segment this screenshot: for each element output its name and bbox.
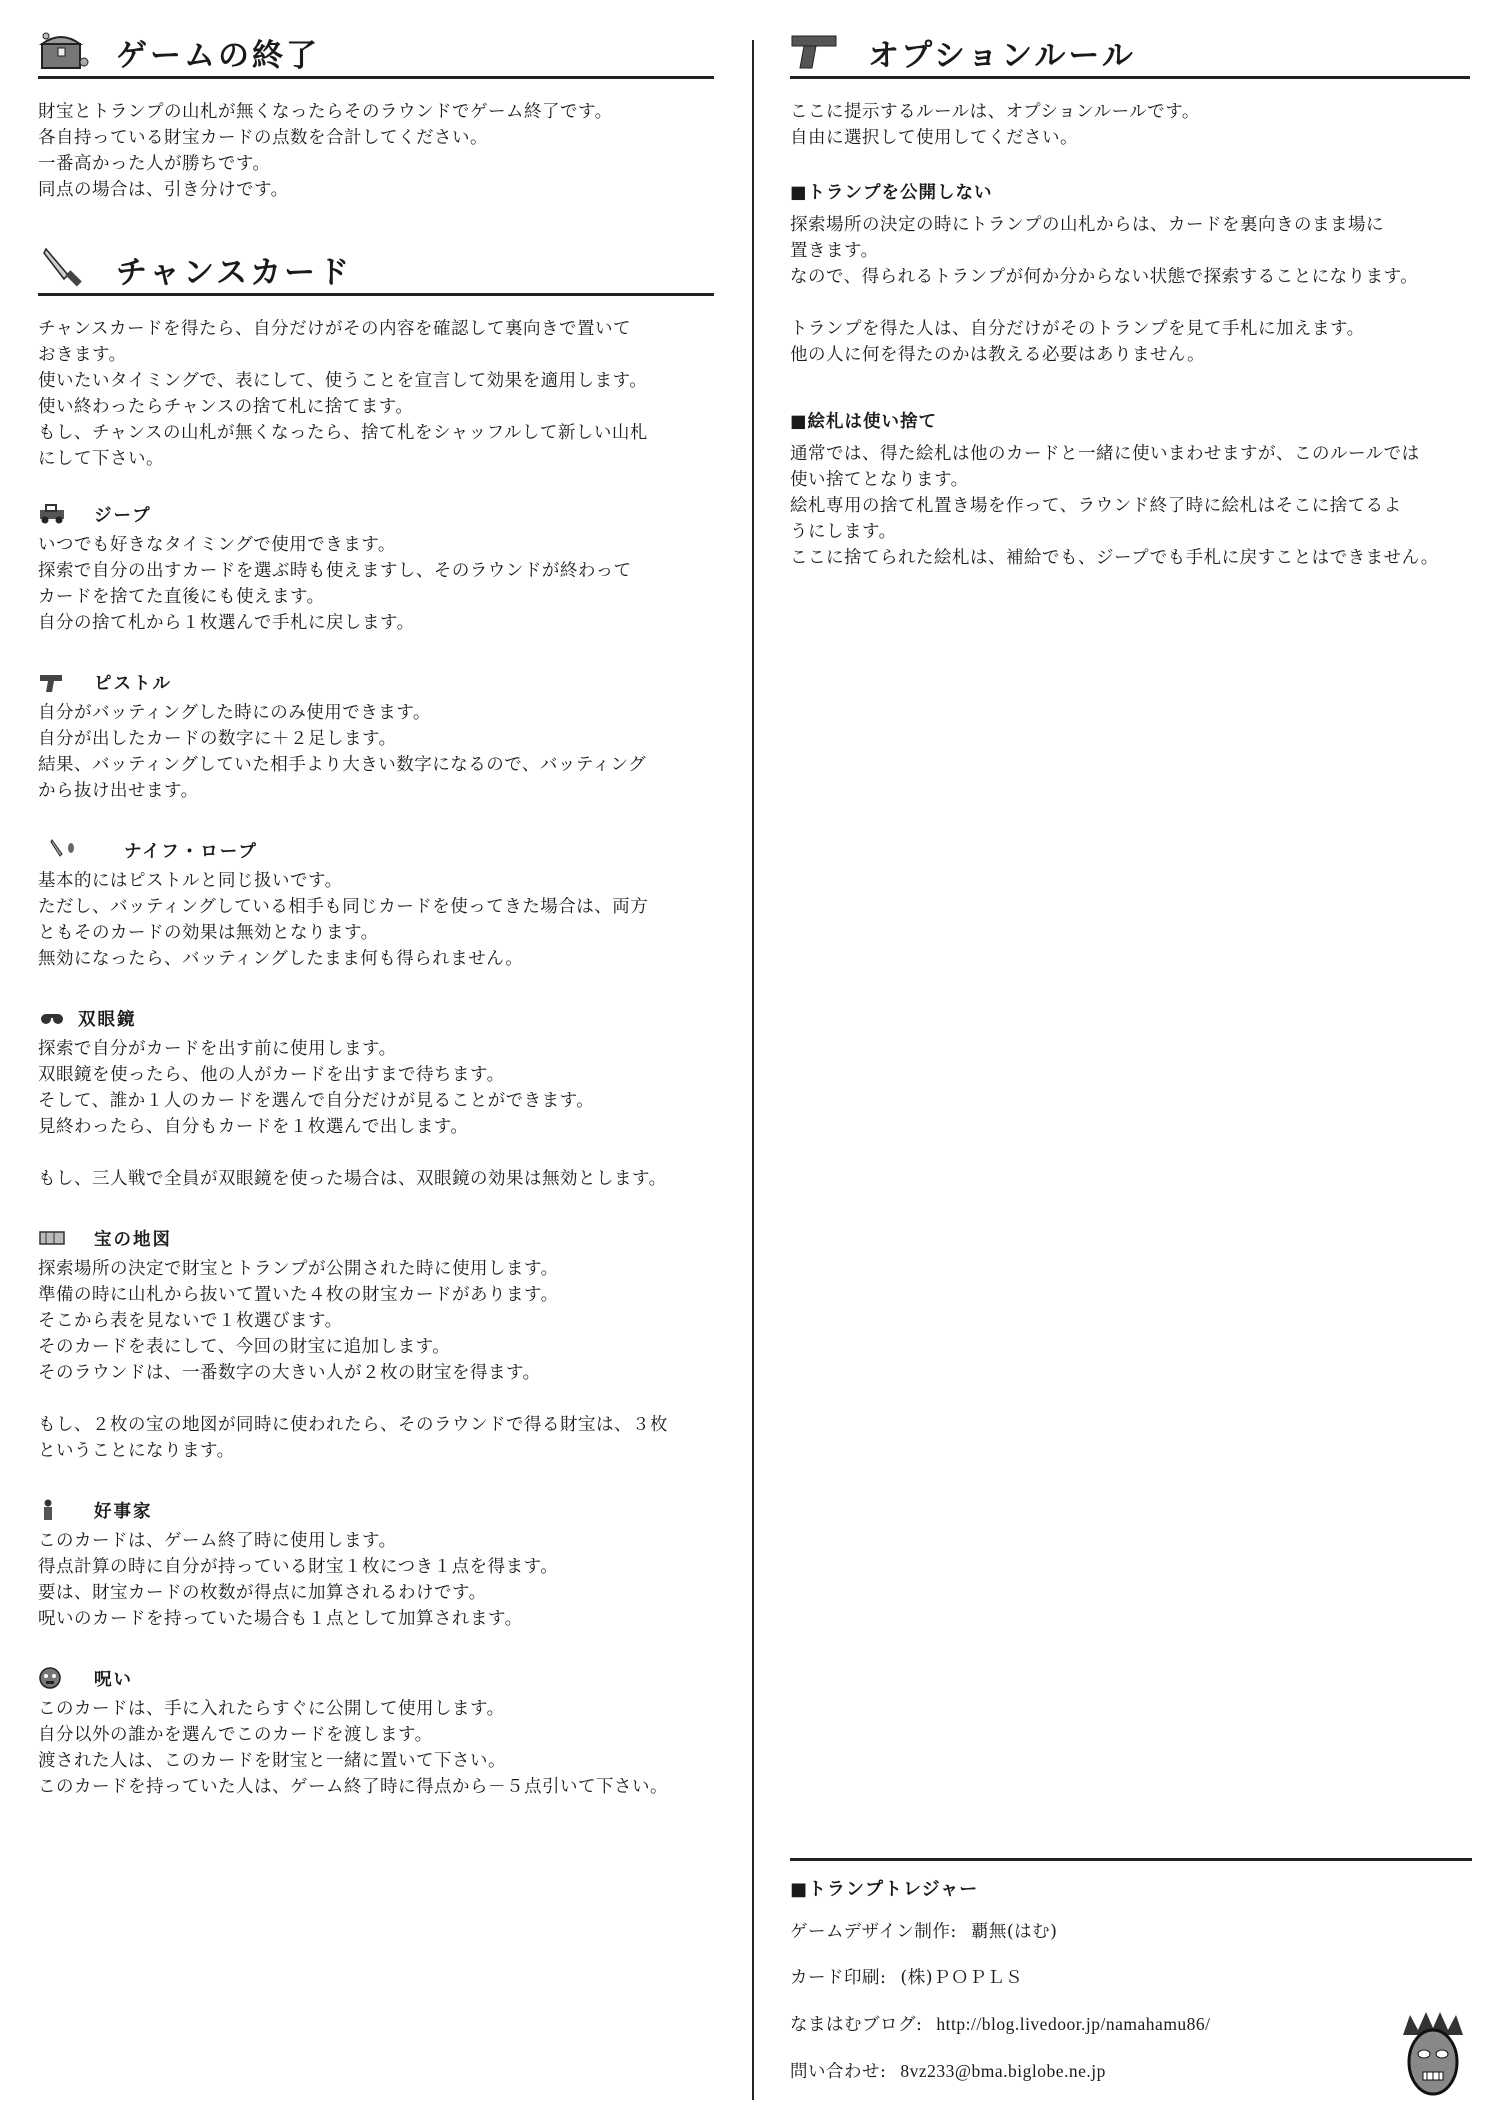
credit-label: なまはむブログ:	[790, 2015, 923, 2035]
left-column	[38, 28, 714, 1800]
option-rule-text: 通常では、得た絵札は他のカードと一緒に使いまわせますが、このルールでは 使い捨てとなります。 絵札専用の捨て札置き場を作って、ラウンド終了時に絵札はそこに捨てるよ うにします。 ここに捨てられた絵札は、補給でも、ジープでも手札に戻すことはできません。	[790, 444, 1439, 568]
tribal-mask-icon	[1398, 2010, 1468, 2100]
credit-label: カード印刷:	[790, 1968, 887, 1988]
knife-rope-icon	[38, 838, 90, 862]
credit-label: ゲームデザイン制作:	[790, 1922, 957, 1942]
column-divider	[752, 40, 754, 2100]
credit-value: (株)ＰＯＰＬＳ	[900, 1968, 1024, 1988]
card-binoculars-header	[38, 1002, 714, 1036]
blog-link[interactable]: http://blog.livedoor.jp/namahamu86/	[936, 2014, 1211, 2034]
option-rule-text: 探索場所の決定の時にトランプの山札からは、カードを裏向きのまま場に 置きます。 なので、得られるトランプが何か分からない状態で探索することになります。	[790, 215, 1419, 287]
option-intro: ここに提示するルールは、オプションルールです。 自由に選択して使用してください。	[790, 102, 1200, 148]
card-pistol-text: 自分がバッティングした時にのみ使用できます。 自分が出したカードの数字に＋２足します。 結果、バッティングしていた相手より大きい数字になるので、バッティング から抜け出せます。	[38, 703, 647, 801]
card-name: 宝の地図	[94, 1230, 172, 1250]
section-title: ゲームの終了	[116, 38, 320, 74]
pistol-icon	[790, 28, 842, 72]
card-jeep-header	[38, 498, 714, 532]
end-game-text: 財宝とトランプの山札が無くなったらそのラウンドでゲーム終了です。 各自持っている財宝カードの点数を合計してください。 一番高かった人が勝ちです。 同点の場合は、引き分けです。	[38, 102, 613, 200]
card-name: ピストル	[94, 674, 172, 694]
section-title: オプションルール	[868, 38, 1136, 74]
option-rule-heading: ■ トランプを公開しない	[790, 179, 1470, 204]
credit-label: 問い合わせ:	[790, 2062, 887, 2082]
card-binoculars-note: もし、三人戦で全員が双眼鏡を使った場合は、双眼鏡の効果は無効とします。	[38, 1169, 667, 1189]
jeep-icon	[38, 502, 66, 526]
credit-row	[790, 1965, 1472, 1991]
card-name: ジープ	[94, 506, 152, 526]
knife-icon	[38, 245, 90, 289]
collector-icon	[38, 1498, 66, 1522]
treasure-map-icon	[38, 1226, 66, 1250]
card-name: ナイフ・ロープ	[124, 842, 258, 862]
option-rule-heading: ■ 絵札は使い捨て	[790, 408, 1470, 433]
card-knife-rope-header	[38, 834, 714, 868]
card-curse-text: このカードは、手に入れたらすぐに公開して使用します。 自分以外の誰かを選んでこのカードを渡します。 渡された人は、このカードを財宝と一緒に置いて下さい。 このカードを持っていた人は、ゲーム終了時に得点から－５点引いて下さい。	[38, 1699, 668, 1797]
right-column	[790, 28, 1470, 571]
card-jeep-text: いつでも好きなタイミングで使用できます。 探索で自分の出すカードを選ぶ時も使えますし、そのラウンドが終わって カードを捨てた直後にも使えます。 自分の捨て札から１枚選んで手札に戻します。	[38, 535, 632, 633]
option-rule-text: トランプを得た人は、自分だけがそのトランプを見て手札に加えます。 他の人に何を得たのかは教える必要はありません。	[790, 319, 1365, 365]
pistol-icon	[38, 670, 66, 694]
card-collector-header	[38, 1494, 714, 1528]
card-name: 好事家	[94, 1502, 153, 1522]
card-knife-rope-text: 基本的にはピストルと同じ扱いです。 ただし、バッティングしている相手も同じカードを使ってきた場合は、両方 ともそのカードの効果は無効となります。 無効になったら、バッティングしたまま何も得られません。	[38, 871, 649, 969]
card-name: 呪い	[94, 1670, 133, 1690]
contact-email-link[interactable]: 8vz233@bma.biglobe.ne.jp	[900, 2061, 1106, 2081]
section-header-option	[790, 28, 1470, 79]
credit-row	[790, 1919, 1472, 1945]
card-collector-text: このカードは、ゲーム終了時に使用します。 得点計算の時に自分が持っている財宝１枚につき１点を得ます。 要は、財宝カードの枚数が得点に加算されるわけです。 呪いのカードを持っていた場合も１点として加算されます。	[38, 1531, 559, 1629]
card-name: 双眼鏡	[78, 1010, 137, 1030]
card-treasure-map-note: もし、２枚の宝の地図が同時に使われたら、そのラウンドで得る財宝は、３枚 ということになります。	[38, 1415, 668, 1461]
card-curse-header	[38, 1662, 714, 1696]
chance-intro: チャンスカードを得たら、自分だけがその内容を確認して裏向きで置いて おきます。 使いたいタイミングで、表にして、使うことを宣言して効果を適用します。 使い終わったらチャンスの捨て札に捨てます。 もし、チャンスの山札が無くなったら、捨て札をシャッフルして新しい山札 にして下さい。	[38, 319, 648, 469]
binoculars-icon	[38, 1006, 66, 1030]
section-title: チャンスカード	[116, 255, 353, 291]
credits-heading: ■ トランプトレジャー	[790, 1875, 1472, 1901]
credit-row	[790, 2058, 1472, 2085]
section-header-chance	[38, 245, 714, 296]
credits-block	[790, 1858, 1472, 2105]
card-binoculars-text: 探索で自分がカードを出す前に使用します。 双眼鏡を使ったら、他の人がカードを出すまで待ちます。 そして、誰か１人のカードを選んで自分だけが見ることができます。 見終わったら、自分もカードを１枚選んで出します。	[38, 1039, 595, 1137]
card-treasure-map-header	[38, 1222, 714, 1256]
card-treasure-map-text: 探索場所の決定で財宝とトランプが公開された時に使用します。 準備の時に山札から抜いて置いた４枚の財宝カードがあります。 そこから表を見ないで１枚選びます。 そのカードを表にして、今回の財宝に追加します。 そのラウンドは、一番数字の大きい人が２枚の財宝を得ます。	[38, 1259, 559, 1383]
curse-mask-icon	[38, 1666, 66, 1690]
card-pistol-header	[38, 666, 714, 700]
credit-row	[790, 2011, 1472, 2038]
section-header-end-game	[38, 28, 714, 79]
credit-value: 覇無(はむ)	[970, 1922, 1058, 1942]
treasure-chest-icon	[38, 28, 90, 72]
